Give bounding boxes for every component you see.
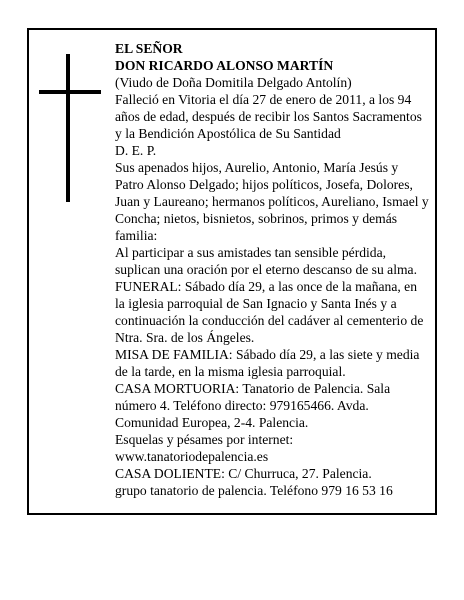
widower-line: (Viudo de Doña Domitila Delgado Antolín) bbox=[115, 75, 352, 90]
grieving-house-line: CASA DOLIENTE: C/ Churruca, 27. Palencia. bbox=[115, 466, 372, 481]
website-line: www.tanatoriodepalencia.es bbox=[115, 449, 269, 464]
deceased-name: DON RICARDO ALONSO MARTÍN bbox=[115, 58, 334, 73]
obituary-text bbox=[115, 40, 430, 499]
family-paragraph: Sus apenados hijos, Aurelio, Antonio, María Jesús y Patro Alonso Delgado; hijos políticos, Josefa, Dolores, Juan y Laureano; hermanos políticos, Aureliano, Ismael y Concha; nietos, bisnietos, sobrinos, primos y demás familia: bbox=[115, 160, 429, 243]
death-paragraph: Falleció en Vitoria el día 27 de enero de 2011, a los 94 años de edad, después de recibir los Santos Sacramentos y la Bendición Apostólica de Su Santidad bbox=[115, 92, 422, 141]
funeral-paragraph: FUNERAL: Sábado día 29, a las once de la mañana, en la iglesia parroquial de San Ignacio y Santa Inés y a continuación la conducción del cadáver al cementerio de Ntra. Sra. de los Ángeles. bbox=[115, 279, 424, 345]
mortuary-paragraph: CASA MORTUORIA: Tanatorio de Palencia. Sala número 4. Teléfono directo: 979165466. Avda. Comunidad Europea, 2-4. Palencia. bbox=[115, 381, 391, 430]
condolences-line: Esquelas y pésames por internet: bbox=[115, 432, 294, 447]
family-mass-paragraph: MISA DE FAMILIA: Sábado día 29, a las siete y media de la tarde, en la misma iglesia parroquial. bbox=[115, 347, 420, 379]
group-phone-line: grupo tanatorio de palencia. Teléfono 979 16 53 16 bbox=[115, 483, 393, 498]
latin-cross-icon bbox=[39, 54, 101, 202]
request-paragraph: Al participar a sus amistades tan sensible pérdida, suplican una oración por el eterno descanso de su alma. bbox=[115, 245, 417, 277]
obituary-notice bbox=[27, 28, 437, 515]
heading-title: EL SEÑOR bbox=[115, 41, 183, 56]
rip-line: D. E. P. bbox=[115, 143, 157, 158]
